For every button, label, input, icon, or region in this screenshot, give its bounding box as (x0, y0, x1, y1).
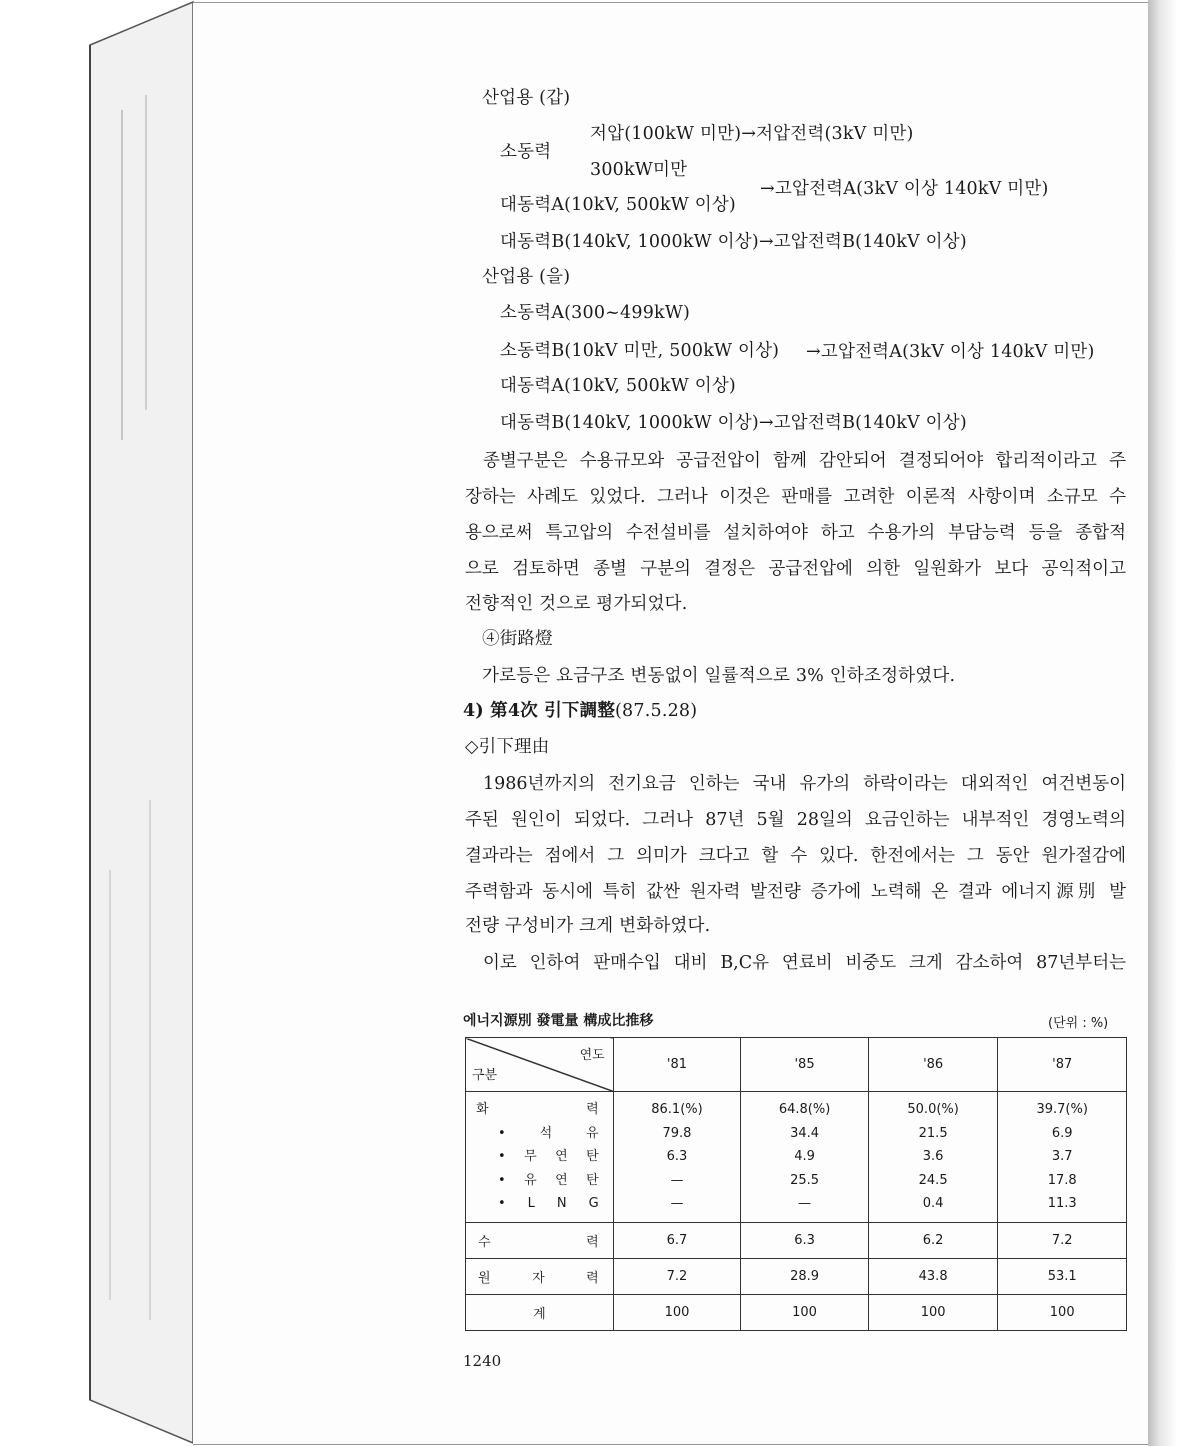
thermal-values-86: 50.0(%) 21.5 3.6 24.5 0.4 (868, 1092, 998, 1223)
page-number: 1240 (463, 1352, 502, 1370)
text-line-3: 소동력 (500, 142, 552, 162)
table-cell: 53.1 (998, 1258, 1127, 1294)
para1-line-1: 종별구분은 수용규모와 공급전압이 함께 감안되어 결정되어야 합리적이라고 주 (483, 451, 1126, 471)
para3-line-4: 주력함과 동시에 특히 값싼 원자력 발전량 증가에 노력해 온 결과 에너지源別 발 (465, 882, 1126, 902)
table-cell: 28.9 (741, 1258, 869, 1294)
generation-mix-table (465, 1037, 1127, 1331)
para3-line-1: 1986년까지의 전기요금 인하는 국내 유가의 하락이라는 대외적인 여건변동이 (483, 774, 1126, 794)
label-lng: • L N G (498, 1196, 599, 1211)
section-streetlight: ④街路燈 (482, 629, 553, 649)
table-cell: 6.3 (741, 1222, 869, 1258)
heading-date: (87.5.28) (615, 701, 698, 721)
text-line-11: →고압전력A(3kV 이상 140kV 미만) (806, 342, 1095, 362)
label-anthracite: • 무 연 탄 (498, 1149, 599, 1164)
label-bituminous: • 유 연 탄 (498, 1172, 599, 1188)
table-title: 에너지源別 發電量 構成比推移 (463, 1013, 654, 1029)
corner-year-label: 연도 (579, 1048, 605, 1063)
table-row-nuclear (466, 1258, 1127, 1294)
corner-cell (466, 1038, 614, 1092)
text-line-10: 소동력B(10kV 미만, 500kW 이상) (500, 341, 780, 361)
text-line-6: 대동력A(10kV, 500kW 이상) (500, 195, 736, 215)
thermal-values-85: 64.8(%) 34.4 4.9 25.5 — (741, 1092, 869, 1223)
thermal-values-81: 86.1(%) 79.8 6.3 — — (613, 1092, 741, 1223)
text-line-5: →고압전력A(3kV 이상 140kV 미만) (760, 179, 1049, 199)
para1-line-2: 장하는 사례도 있었다. 그러나 이것은 판매를 고려한 이론적 사항이며 소규모 수 (465, 487, 1126, 507)
table-cell: 7.2 (998, 1222, 1127, 1258)
table-cell: 100 (998, 1294, 1127, 1330)
para1-line-5: 전향적인 것으로 평가되었다. (465, 594, 688, 614)
page-shadow (1148, 0, 1177, 1446)
para1-line-3: 용으로써 특고압의 수전설비를 설치하여야 하고 수용가의 부담능력 등을 종합적 (465, 523, 1126, 543)
table-header-row (466, 1038, 1127, 1092)
table-cell: 7.2 (613, 1258, 741, 1294)
year-header: '81 (613, 1038, 741, 1092)
label-hydro: 수 력 (466, 1222, 614, 1258)
year-header: '87 (998, 1038, 1127, 1092)
thermal-values-87: 39.7(%) 6.9 3.7 17.8 11.3 (998, 1092, 1127, 1223)
para4: 이로 인하여 판매수입 대비 B,C유 연료비 비중도 크게 감소하여 87년부터는 (483, 953, 1126, 973)
text-line-9: 소동력A(300~499kW) (500, 303, 691, 323)
text-line-13: 대동력B(140kV, 1000kW 이상)→고압전력B(140kV 이상) (500, 413, 967, 433)
table-cell: 100 (741, 1294, 869, 1330)
para3-line-3: 결과라는 점에서 그 의미가 크다고 할 수 있다. 한전에서는 그 동안 원가절감에 (465, 846, 1126, 866)
label-total: 계 (466, 1294, 614, 1330)
text-line-4: 300kW미만 (590, 160, 688, 180)
table-cell: 6.2 (868, 1222, 998, 1258)
text-line-8: 산업용 (을) (482, 267, 571, 287)
table-cell: 6.7 (613, 1222, 741, 1258)
text-line-12: 대동력A(10kV, 500kW 이상) (500, 376, 736, 396)
table-cell: 43.8 (868, 1258, 998, 1294)
table-cell: 100 (613, 1294, 741, 1330)
table-cell: 100 (868, 1294, 998, 1330)
heading-title: 4) 第4次 引下調整 (463, 701, 616, 721)
year-header: '86 (868, 1038, 998, 1092)
label-thermal: 화 력 (476, 1102, 599, 1117)
table-unit: (단위 : %) (1048, 1016, 1109, 1031)
table-row-hydro (466, 1222, 1127, 1258)
text-line-1: 산업용 (갑) (482, 88, 571, 108)
section-heading (463, 697, 697, 722)
thermal-labels (466, 1092, 614, 1223)
label-oil: • 석 유 (498, 1125, 599, 1141)
para2: 가로등은 요금구조 변동없이 일률적으로 3% 인하조정하였다. (482, 666, 956, 686)
text-line-7: 대동력B(140kV, 1000kW 이상)→고압전력B(140kV 이상) (500, 232, 967, 252)
para1-line-4: 으로 검토하면 종별 구분의 결정은 공급전압에 의한 일원화가 보다 공익적이고 (465, 559, 1126, 579)
label-nuclear: 원 자 력 (466, 1258, 614, 1294)
para3-line-5: 전량 구성비가 크게 변화하였다. (465, 916, 711, 936)
reason-heading: ◇引下理由 (465, 737, 550, 757)
para3-line-2: 주된 원인이 되었다. 그러나 87년 5월 28일의 요금인하는 내부적인 경영노력의 (465, 810, 1126, 830)
corner-category-label: 구분 (472, 1068, 498, 1083)
table-row-total (466, 1294, 1127, 1330)
text-line-2: 저압(100kW 미만)→저압전력(3kV 미만) (590, 124, 914, 144)
table-row-thermal (466, 1092, 1127, 1223)
year-header: '85 (741, 1038, 869, 1092)
